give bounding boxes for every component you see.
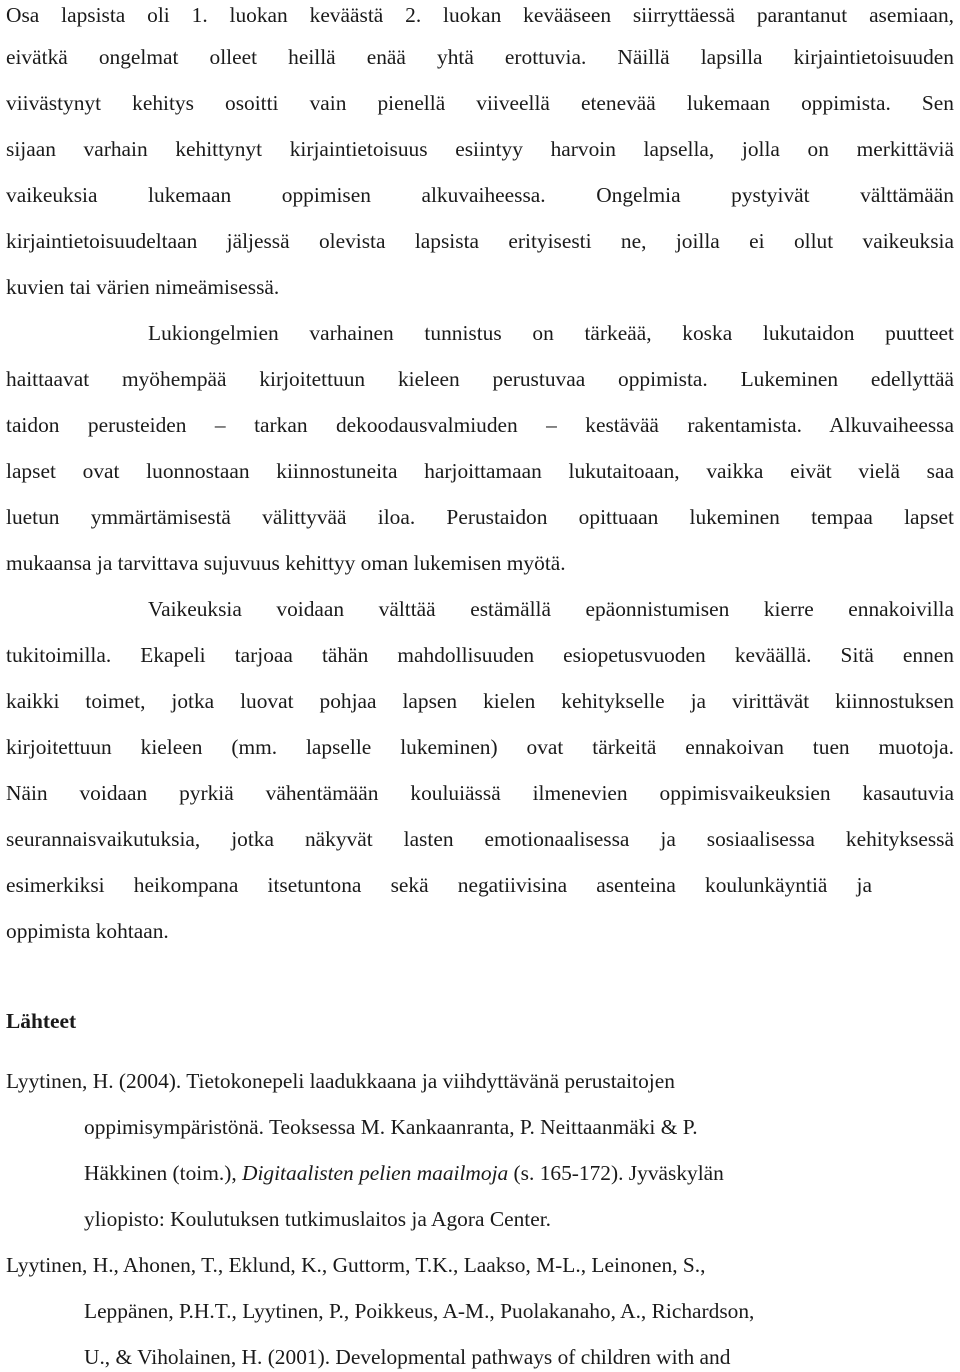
body-line-6: kirjaintietoisuudeltaan jäljessä olevista lapsista erityisesti ne, joilla ei ollut vaikeuksia [6,229,954,253]
body-line-15: tukitoimilla. Ekapeli tarjoaa tähän mahdollisuuden esiopetusvuoden keväällä. Sitä ennen [6,643,954,667]
reference-1-line-1: Lyytinen, H. (2004). Tietokonepeli laadukkaana ja viihdyttävänä perustaitojen [6,1069,675,1093]
body-line-19: seurannaisvaikutuksia, jotka näkyvät lasten emotionaalisessa ja sosiaalisessa kehityksessä [6,827,954,851]
reference-1-line-2: oppimisympäristönä. Teoksessa M. Kankaanranta, P. Neittaanmäki & P. [84,1115,698,1139]
body-line-7: kuvien tai värien nimeämisessä. [6,275,280,299]
body-line-18: Näin voidaan pyrkiä vähentämään kouluiässä ilmenevien oppimisvaikeuksien kasautuvia [6,781,954,805]
reference-1-line-3-pre: Häkkinen (toim.), [84,1161,243,1185]
body-line-21: oppimista kohtaan. [6,919,169,943]
body-line-16: kaikki toimet, jotka luovat pohjaa lapsen kielen kehitykselle ja virittävät kiinnostuksen [6,689,954,713]
reference-1-line-3-post: (s. 165-172). Jyväskylän [508,1161,724,1185]
body-line-13: mukaansa ja tarvittava sujuvuus kehittyy oman lukemisen myötä. [6,551,566,575]
body-line-14: Vaikeuksia voidaan välttää estämällä epäonnistumisen kierre ennakoivilla [148,597,954,621]
reference-2-line-2: Leppänen, P.H.T., Lyytinen, P., Poikkeus, A-M., Puolakanaho, A., Richardson, [84,1299,755,1323]
reference-2-line-1: Lyytinen, H., Ahonen, T., Eklund, K., Guttorm, T.K., Laakso, M-L., Leinonen, S., [6,1253,706,1277]
body-line-8: Lukiongelmien varhainen tunnistus on tärkeää, koska lukutaidon puutteet [148,321,954,345]
body-line-11: lapset ovat luonnostaan kiinnostuneita harjoittamaan lukutaitoaan, vaikka eivät vielä saa [6,459,954,483]
body-line-4: sijaan varhain kehittynyt kirjaintietoisuus esiintyy harvoin lapsella, jolla on merkittäviä [6,137,954,161]
body-line-1: Osa lapsista oli 1. luokan keväästä 2. luokan kevääseen siirryttäessä parantanut asemiaan, [6,3,954,27]
reference-1-line-4: yliopisto: Koulutuksen tutkimuslaitos ja Agora Center. [84,1207,551,1231]
body-line-20: esimerkiksi heikompana itsetuntona sekä negatiivisina asenteina koulunkäyntiä ja [6,873,872,897]
body-line-17: kirjoitettuun kieleen (mm. lapselle lukeminen) ovat tärkeitä ennakoivan tuen muotoja. [6,735,954,759]
body-line-10: taidon perusteiden – tarkan dekoodausvalmiuden – kestävää rakentamista. Alkuvaiheessa [6,413,954,437]
references-heading: Lähteet [6,1009,77,1033]
body-line-9: haittaavat myöhempää kirjoitettuun kieleen perustuvaa oppimista. Lukeminen edellyttää [6,367,954,391]
body-line-3: viivästynyt kehitys osoitti vain pienellä viiveellä etenevää lukemaan oppimista. Sen [6,91,954,115]
reference-1-line-3 [84,1158,724,1188]
body-line-12: luetun ymmärtämisestä välittyvää iloa. Perustaidon opittuaan lukeminen tempaa lapset [6,505,954,529]
reference-1-book-title: Digitaalisten pelien maailmoja [242,1161,509,1185]
body-line-2: eivätkä ongelmat olleet heillä enää yhtä erottuvia. Näillä lapsilla kirjaintietoisuuden [6,45,954,69]
body-line-5: vaikeuksia lukemaan oppimisen alkuvaiheessa. Ongelmia pystyivät välttämään [6,183,954,207]
reference-2-line-3: U., & Viholainen, H. (2001). Developmental pathways of children with and [84,1345,731,1369]
